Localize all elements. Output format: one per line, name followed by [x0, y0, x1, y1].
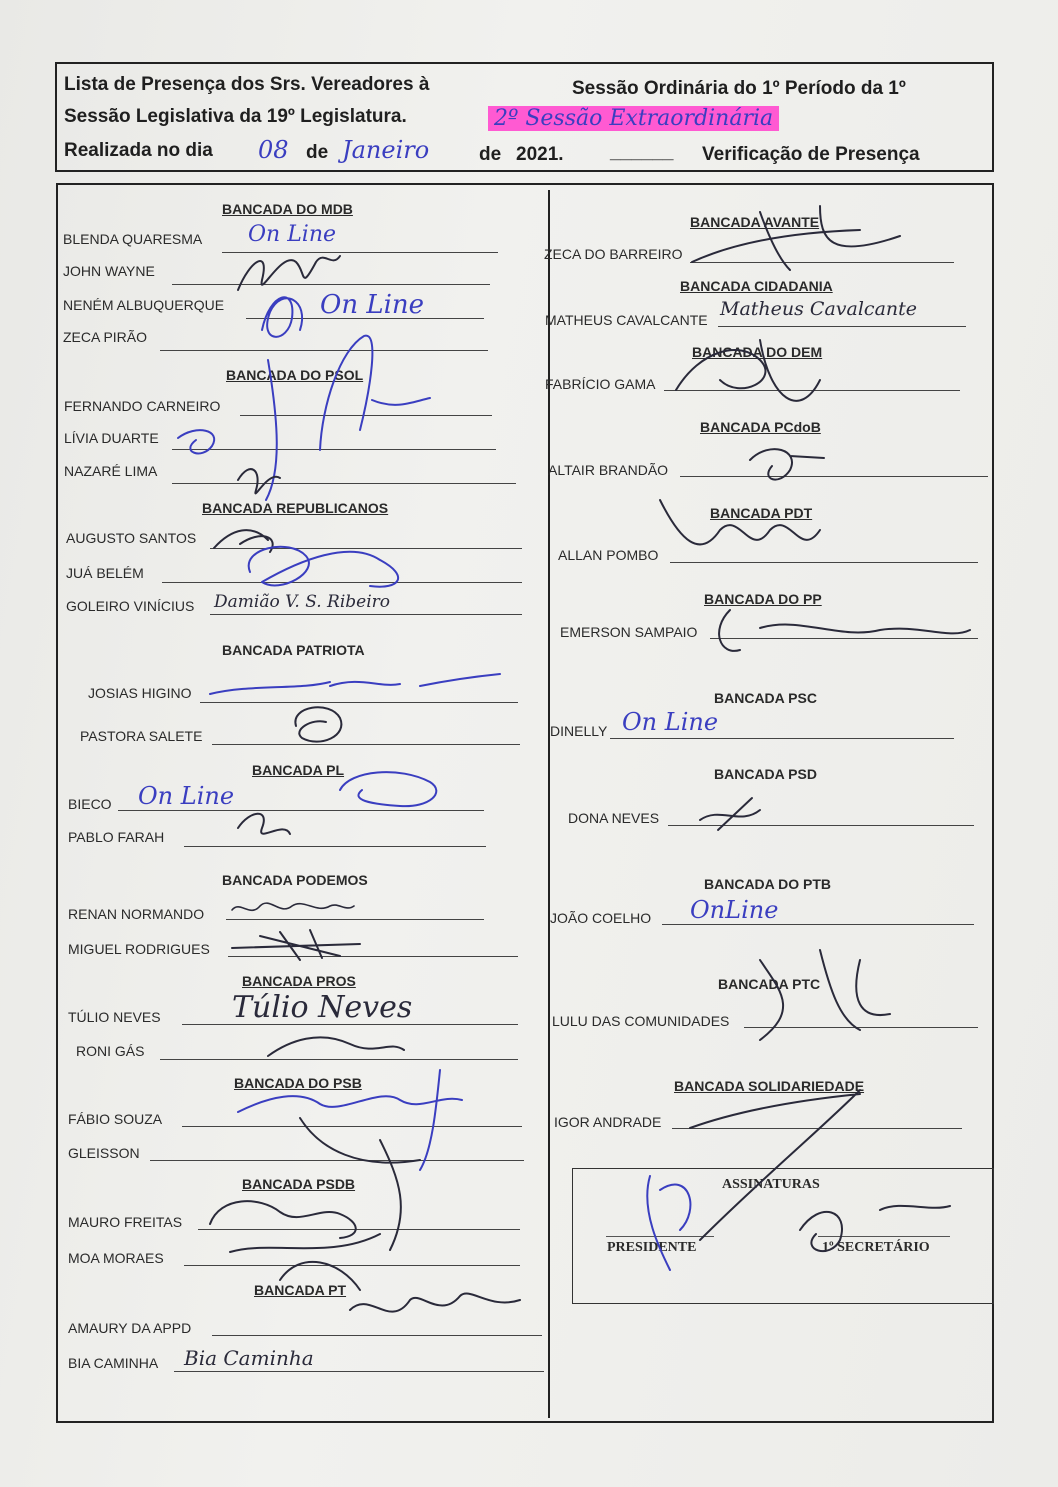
header-de1: de [306, 142, 329, 163]
handwritten-online: OnLine [690, 896, 779, 924]
header-verification: Verificação de Presença [702, 144, 920, 165]
member-name: IGOR ANDRADE [554, 1114, 662, 1130]
member-name: RENAN NORMANDO [68, 906, 205, 922]
bancada-pros-title: BANCADA PROS [242, 973, 356, 989]
signature-line[interactable] [228, 956, 518, 957]
signatures-title: ASSINATURAS [722, 1177, 820, 1192]
signature-line[interactable] [710, 638, 978, 639]
signature-line[interactable] [160, 1059, 518, 1060]
member-name: ALTAIR BRANDÃO [548, 462, 669, 478]
signature-line[interactable] [226, 919, 484, 920]
member-name: EMERSON SAMPAIO [560, 624, 698, 640]
member-name: BIA CAMINHA [68, 1355, 159, 1371]
member-name: JUÁ BELÉM [66, 565, 144, 581]
member-name: ZECA DO BARREIRO [544, 246, 683, 262]
signature-line[interactable] [200, 702, 518, 703]
member-name: JOÃO COELHO [550, 910, 652, 926]
signature-line[interactable] [662, 924, 974, 925]
member-name: PASTORA SALETE [80, 728, 203, 744]
bancada-cidadania-title: BANCADA CIDADANIA [680, 278, 833, 294]
signature-line[interactable] [668, 825, 974, 826]
bancada-solidariedade-title: BANCADA SOLIDARIEDADE [674, 1078, 865, 1094]
header-month: Janeiro [342, 136, 430, 164]
signature-line[interactable] [610, 738, 954, 739]
signature-line[interactable] [744, 1027, 978, 1028]
signature-line[interactable] [184, 1265, 520, 1266]
bancada-psdb-title: BANCADA PSDB [242, 1176, 356, 1192]
member-name: BLENDA QUARESMA [63, 231, 203, 247]
header-line3-prefix: Realizada no dia [64, 140, 213, 161]
bancada-avante-title: BANCADA AVANTE [690, 214, 820, 230]
member-name: RONI GÁS [76, 1043, 145, 1059]
header-line1-right: Sessão Ordinária do 1º Período da 1º [572, 78, 906, 99]
signature-line[interactable] [212, 744, 520, 745]
signature-line[interactable] [680, 476, 988, 477]
signature-line[interactable] [718, 326, 966, 327]
member-name: JOHN WAYNE [63, 263, 155, 279]
member-name: DONA NEVES [568, 810, 660, 826]
member-name: FÁBIO SOUZA [68, 1111, 163, 1127]
bancada-ptc-title: BANCADA PTC [718, 976, 821, 992]
bancada-psol-title: BANCADA DO PSOL [226, 367, 364, 383]
handwritten-online: On Line [138, 782, 235, 810]
signature-line[interactable] [212, 1335, 542, 1336]
handwritten-signature: Túlio Neves [232, 990, 413, 1025]
member-name: LULU DAS COMUNIDADES [552, 1013, 730, 1029]
header-blank: ______ [610, 142, 674, 163]
header-line1-left: Lista de Presença dos Srs. Vereadores à [64, 74, 430, 95]
secretary-label: 1º SECRETÁRIO [822, 1240, 930, 1255]
signature-line[interactable] [162, 582, 522, 583]
handwritten-signature: Matheus Cavalcante [720, 298, 918, 320]
bancada-pt-title: BANCADA PT [254, 1282, 347, 1298]
bancada-psd-title: BANCADA PSD [714, 766, 817, 782]
handwritten-signature: Damião V. S. Ribeiro [214, 592, 391, 612]
signature-line[interactable] [672, 1128, 962, 1129]
member-name: MATHEUS CAVALCANTE [545, 312, 708, 328]
signature-line[interactable] [182, 1126, 522, 1127]
member-name: DINELLY [550, 723, 608, 739]
handwritten-online: On Line [320, 290, 425, 320]
member-name: GOLEIRO VINÍCIUS [66, 598, 195, 614]
bancada-mdb-title: BANCADA DO MDB [222, 201, 353, 217]
signature-line[interactable] [174, 1371, 544, 1372]
bancada-pp-title: BANCADA DO PP [704, 591, 822, 607]
member-name: FABRÍCIO GAMA [545, 376, 656, 392]
handwritten-online: On Line [248, 222, 337, 247]
signature-line[interactable] [690, 262, 954, 263]
bancada-psc-title: BANCADA PSC [714, 690, 817, 706]
signature-line[interactable] [664, 390, 960, 391]
handwritten-online: On Line [622, 708, 719, 736]
signature-line[interactable] [210, 548, 522, 549]
column-divider [548, 190, 550, 1418]
member-name: PABLO FARAH [68, 829, 165, 845]
member-name: AMAURY DA APPD [68, 1320, 192, 1336]
signature-line[interactable] [172, 284, 490, 285]
signature-line[interactable] [210, 614, 522, 615]
member-name: ALLAN POMBO [558, 547, 659, 563]
member-name: MAURO FREITAS [68, 1214, 183, 1230]
bancada-pdt-title: BANCADA PDT [710, 505, 813, 521]
member-name: BIECO [68, 796, 112, 812]
signature-line[interactable] [222, 252, 498, 253]
president-label: PRESIDENTE [607, 1240, 697, 1255]
signature-line[interactable] [160, 350, 488, 351]
signature-line[interactable] [150, 1160, 524, 1161]
header-session-handwritten [488, 106, 779, 131]
member-name: FERNANDO CARNEIRO [64, 398, 221, 414]
member-name: JOSIAS HIGINO [88, 685, 192, 701]
header-de2: de [479, 144, 502, 165]
member-name: MIGUEL RODRIGUES [68, 941, 210, 957]
member-name: GLEISSON [68, 1145, 140, 1161]
signature-line[interactable] [198, 1229, 520, 1230]
secretary-signature-line[interactable] [818, 1236, 950, 1237]
header-day: 08 [258, 136, 289, 164]
session-highlight: 2º Sessão Extraordinária [488, 106, 779, 131]
member-name: ZECA PIRÃO [63, 329, 148, 345]
signature-line[interactable] [670, 562, 978, 563]
signature-line[interactable] [240, 415, 492, 416]
member-name: NENÉM ALBUQUERQUE [63, 297, 225, 313]
bancada-pcdob-title: BANCADA PCdoB [700, 419, 821, 435]
bancada-pl-title: BANCADA PL [252, 762, 345, 778]
member-name: LÍVIA DUARTE [64, 430, 159, 446]
bancada-ptb-title: BANCADA DO PTB [704, 876, 832, 892]
signature-line[interactable] [118, 810, 484, 811]
header-year: 2021. [516, 144, 564, 165]
signature-line[interactable] [184, 846, 486, 847]
bancada-podemos-title: BANCADA PODEMOS [222, 872, 368, 888]
bancada-dem-title: BANCADA DO DEM [692, 344, 823, 360]
bancada-patriota-title: BANCADA PATRIOTA [222, 642, 365, 658]
member-name: NAZARÉ LIMA [64, 463, 158, 479]
signature-line[interactable] [172, 449, 496, 450]
president-signature-line[interactable] [606, 1236, 714, 1237]
handwritten-signature: Bia Caminha [184, 1346, 314, 1370]
member-name: MOA MORAES [68, 1250, 164, 1266]
signature-line[interactable] [172, 483, 516, 484]
member-name: AUGUSTO SANTOS [66, 530, 197, 546]
member-name: TÚLIO NEVES [68, 1009, 161, 1025]
bancada-republicanos-title: BANCADA REPUBLICANOS [202, 500, 389, 516]
header-line2-left: Sessão Legislativa da 19º Legislatura. [64, 106, 407, 127]
bancada-psb-title: BANCADA DO PSB [234, 1075, 362, 1091]
